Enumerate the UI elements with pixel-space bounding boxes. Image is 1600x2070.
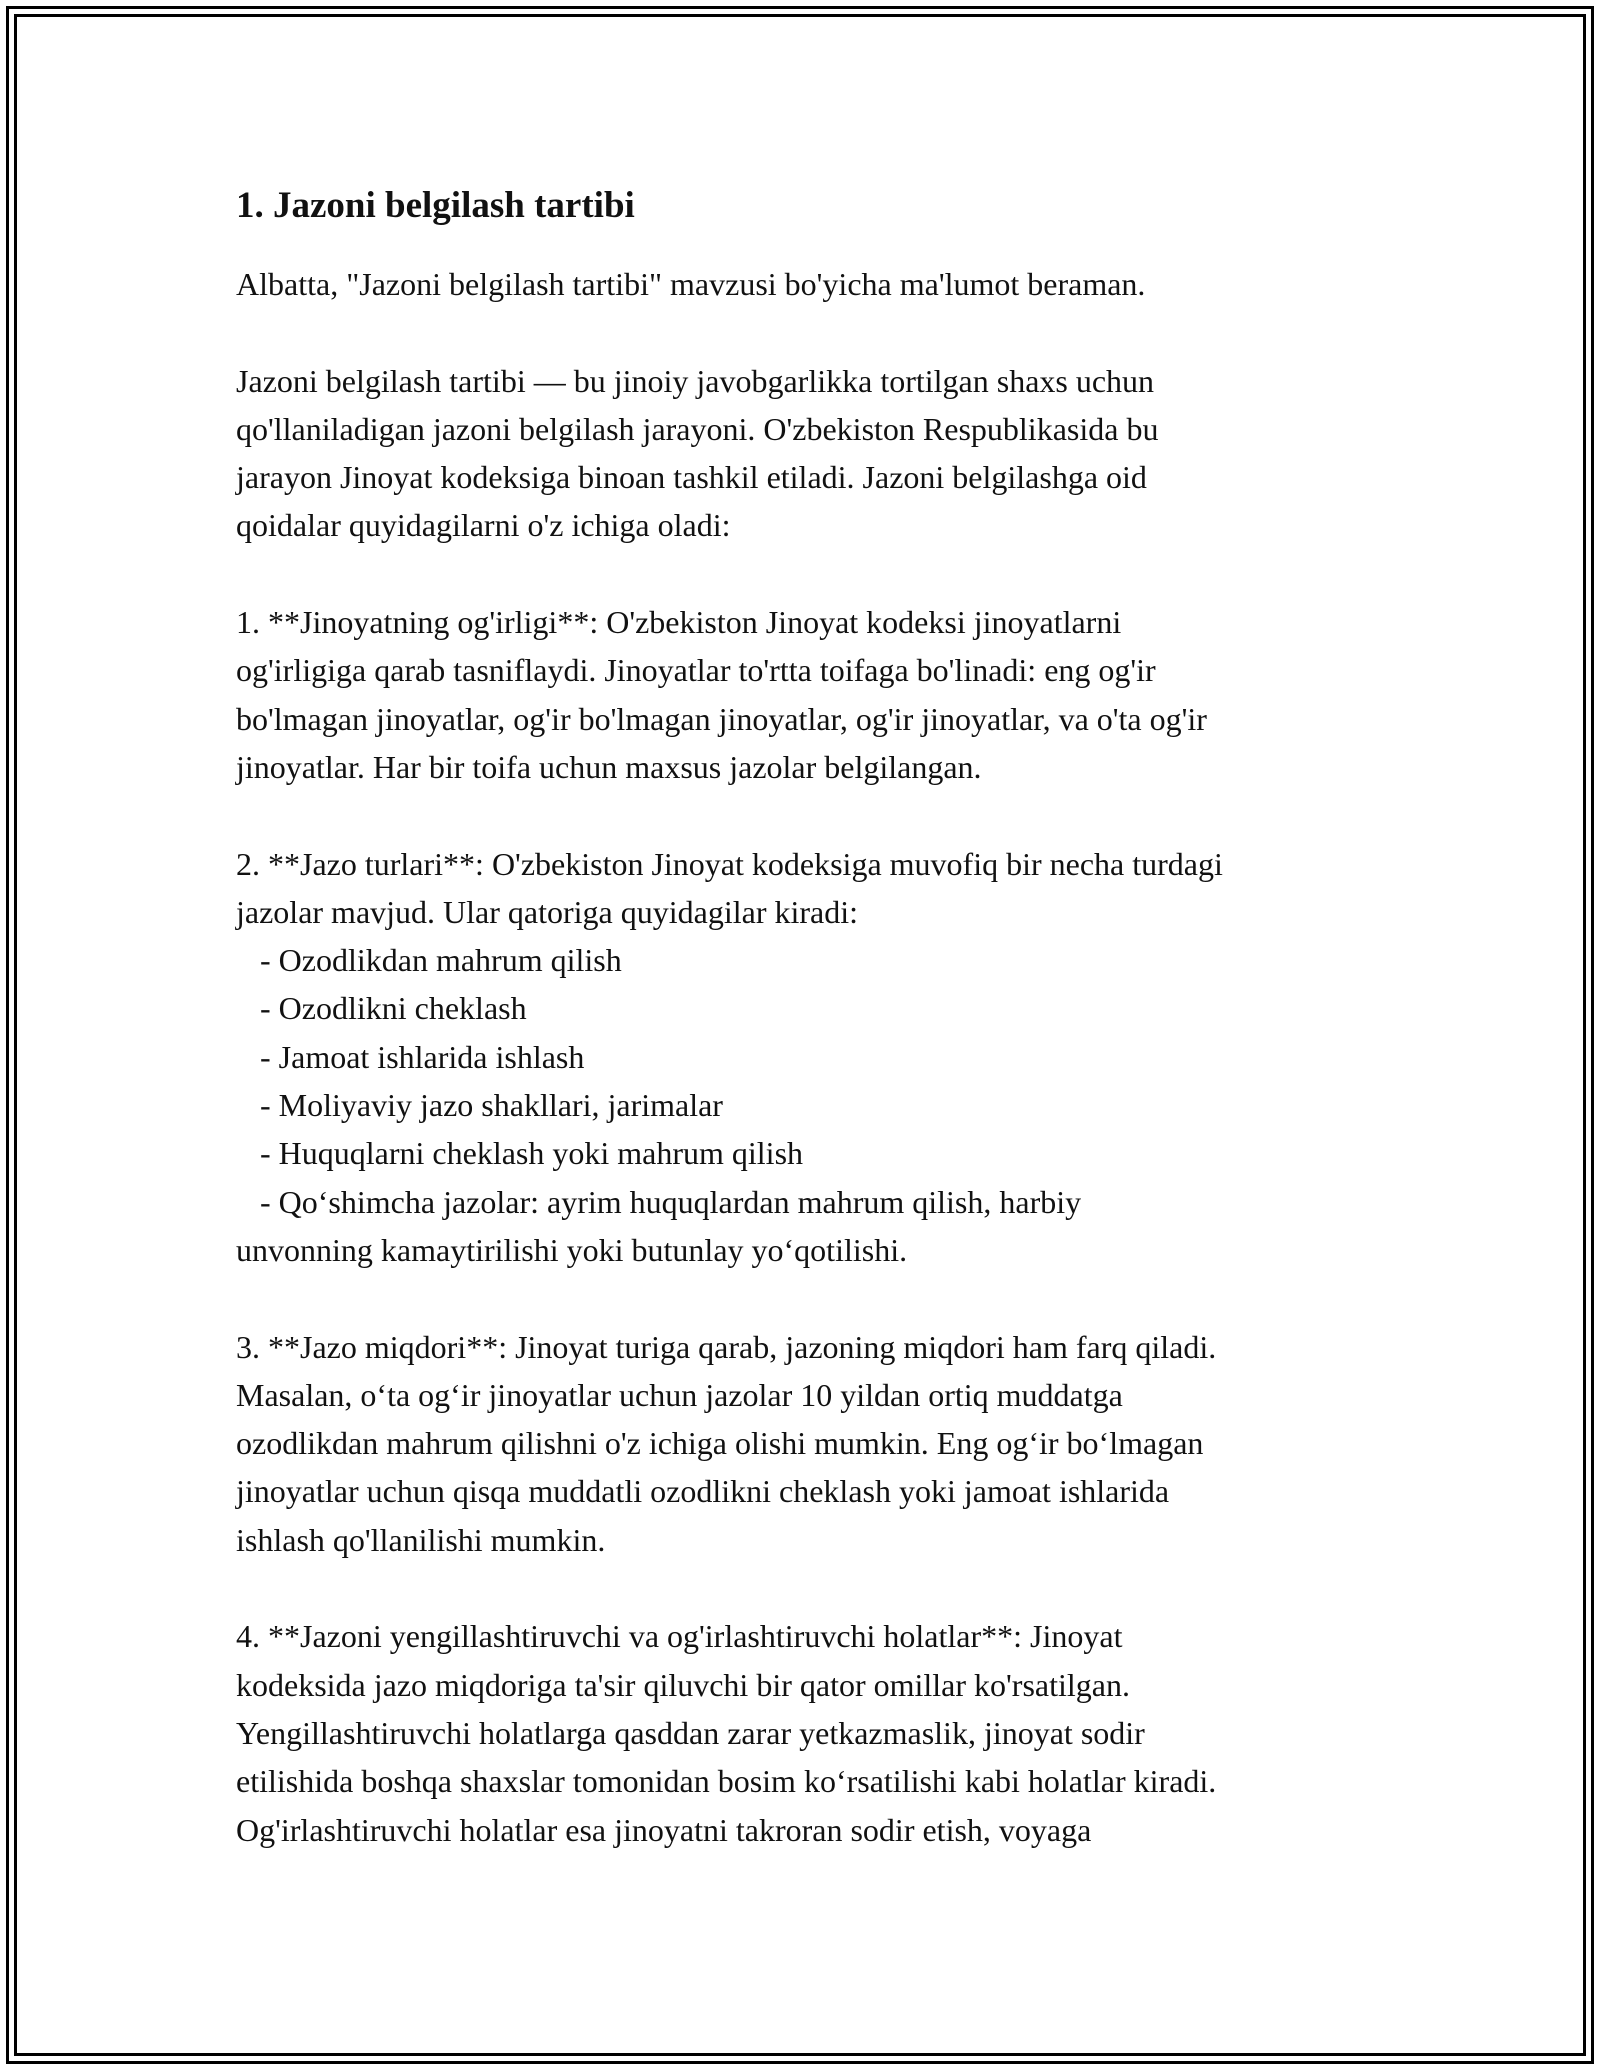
text-line: ishlash qo'llanilishi mumkin. <box>236 1521 606 1558</box>
paragraph-definition <box>236 357 1396 550</box>
text-line: jarayon Jinoyat kodeksiga binoan tashkil etiladi. Jazoni belgilashga oid <box>236 459 1147 496</box>
paragraph-item-4 <box>236 1612 1396 1853</box>
text-line: qoidalar quyidagilarni o'z ichiga oladi: <box>236 507 731 544</box>
list-line: - Ozodlikni cheklash <box>236 990 527 1027</box>
text-line: og'irligiga qarab tasniflaydi. Jinoyatlar to'rtta toifaga bo'linadi: eng og'ir <box>236 652 1156 689</box>
document-page <box>236 182 1396 1902</box>
text-line: bo'lmagan jinoyatlar, og'ir bo'lmagan jinoyatlar, og'ir jinoyatlar, va o'ta og'ir <box>236 700 1207 737</box>
text-line: 3. **Jazo miqdori**: Jinoyat turiga qarab, jazoning miqdori ham farq qiladi. <box>236 1328 1217 1365</box>
text-line: 1. **Jinoyatning og'irligi**: O'zbekiston Jinoyat kodeksi jinoyatlarni <box>236 604 1122 641</box>
paragraph-intro <box>236 260 1396 308</box>
text-line: Albatta, "Jazoni belgilash tartibi" mavzusi bo'yicha ma'lumot beraman. <box>236 266 1146 302</box>
text-line: jinoyatlar uchun qisqa muddatli ozodlikni cheklash yoki jamoat ishlarida <box>236 1473 1170 1510</box>
text-line: Yengillashtiruvchi holatlarga qasddan zarar yetkazmaslik, jinoyat sodir <box>236 1714 1145 1751</box>
text-line: 2. **Jazo turlari**: O'zbekiston Jinoyat kodeksiga muvofiq bir necha turdagi <box>236 845 1223 882</box>
text-line: kodeksida jazo miqdoriga ta'sir qiluvchi bir qator omillar ko'rsatilgan. <box>236 1666 1130 1703</box>
list-line: - Jamoat ishlarida ishlash <box>236 1038 585 1075</box>
text-line: jazolar mavjud. Ular qatoriga quyidagilar kiradi: <box>236 893 858 930</box>
paragraph-item-2 <box>236 840 1396 1275</box>
list-line: - Qo‘shimcha jazolar: ayrim huquqlardan mahrum qilish, harbiy <box>236 1183 1082 1220</box>
paragraph-item-3 <box>236 1323 1396 1564</box>
text-line: unvonning kamaytirilishi yoki butunlay yo‘qotilishi. <box>236 1231 908 1268</box>
text-line: jinoyatlar. Har bir toifa uchun maxsus jazolar belgilangan. <box>236 748 982 785</box>
text-line: 4. **Jazoni yengillashtiruvchi va og'irlashtiruvchi holatlar**: Jinoyat <box>236 1618 1123 1655</box>
text-line: qo'llaniladigan jazoni belgilash jarayoni. O'zbekiston Respublikasida bu <box>236 410 1159 447</box>
document-title: 1. Jazoni belgilash tartibi <box>236 185 635 226</box>
paragraph-item-1 <box>236 598 1396 791</box>
text-line: etilishida boshqa shaxslar tomonidan bosim ko‘rsatilishi kabi holatlar kiradi. <box>236 1763 1217 1800</box>
text-line: Jazoni belgilash tartibi — bu jinoiy javobgarlikka tortilgan shaxs uchun <box>236 362 1155 399</box>
text-line: Masalan, o‘ta og‘ir jinoyatlar uchun jazolar 10 yildan ortiq muddatga <box>236 1376 1123 1413</box>
list-line: - Ozodlikdan mahrum qilish <box>236 942 622 979</box>
text-line: Og'irlashtiruvchi holatlar esa jinoyatni takroran sodir etish, voyaga <box>236 1811 1092 1848</box>
list-line: - Moliyaviy jazo shakllari, jarimalar <box>236 1087 723 1124</box>
text-line: ozodlikdan mahrum qilishni o'z ichiga olishi mumkin. Eng og‘ir bo‘lmagan <box>236 1425 1204 1462</box>
list-line: - Huquqlarni cheklash yoki mahrum qilish <box>236 1135 804 1172</box>
